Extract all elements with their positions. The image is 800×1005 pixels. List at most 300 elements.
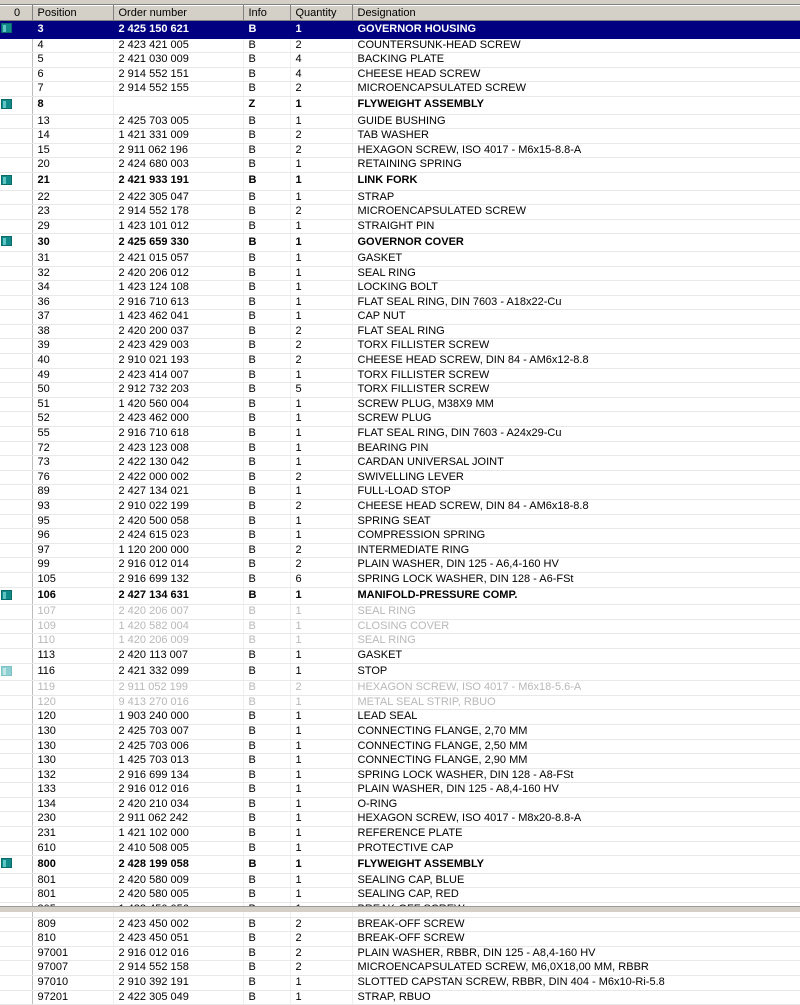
row-marker-cell <box>14 172 32 190</box>
table-row[interactable] <box>0 724 800 739</box>
table-row[interactable] <box>0 234 800 252</box>
cell-order-number: 2 914 552 151 <box>113 67 243 82</box>
cell-position: 130 <box>32 739 113 754</box>
table-body[interactable] <box>0 21 800 1005</box>
table-row[interactable] <box>0 96 800 114</box>
row-icon-cell[interactable] <box>0 514 14 529</box>
row-marker-cell <box>14 695 32 710</box>
cell-quantity: 4 <box>290 53 352 68</box>
cell-quantity: 2 <box>290 558 352 573</box>
cell-info: B <box>243 681 290 696</box>
row-icon-cell[interactable] <box>0 797 14 812</box>
cell-quantity: 2 <box>290 932 352 947</box>
cell-designation: HEXAGON SCREW, ISO 4017 - M6x18-5.6-A <box>352 681 800 696</box>
table-row[interactable] <box>0 932 800 947</box>
row-icon-cell[interactable] <box>0 441 14 456</box>
row-icon-cell[interactable] <box>0 648 14 663</box>
table-row[interactable] <box>0 219 800 234</box>
table-row[interactable] <box>0 383 800 398</box>
cell-position: 72 <box>32 441 113 456</box>
cell-designation: SEALING CAP, BLUE <box>352 873 800 888</box>
row-icon-cell[interactable] <box>0 470 14 485</box>
cell-quantity: 1 <box>290 96 352 114</box>
table-row[interactable] <box>0 114 800 129</box>
cell-designation: O-RING <box>352 797 800 812</box>
cell-info: B <box>243 397 290 412</box>
cell-position: 97007 <box>32 961 113 976</box>
table-row[interactable] <box>0 412 800 427</box>
row-icon-cell[interactable] <box>0 710 14 725</box>
row-marker-cell <box>14 397 32 412</box>
cell-info: B <box>243 587 290 605</box>
row-icon-cell[interactable] <box>0 368 14 383</box>
cell-designation: FLAT SEAL RING <box>352 324 800 339</box>
row-marker-cell <box>14 961 32 976</box>
cell-designation: STOP <box>352 663 800 681</box>
row-icon-cell[interactable] <box>0 412 14 427</box>
table-row[interactable] <box>0 976 800 991</box>
cell-info: B <box>243 961 290 976</box>
cell-info: B <box>243 841 290 856</box>
column-header-position[interactable]: Position <box>32 6 113 21</box>
row-marker-cell <box>14 205 32 220</box>
row-marker-cell <box>14 295 32 310</box>
cell-quantity: 1 <box>290 768 352 783</box>
row-icon-cell[interactable] <box>0 114 14 129</box>
column-header-icon[interactable] <box>0 6 14 21</box>
cell-position: 89 <box>32 485 113 500</box>
assembly-node-icon[interactable] <box>1 666 12 676</box>
cell-info: B <box>243 500 290 515</box>
assembly-node-icon[interactable] <box>1 858 12 868</box>
cell-order-number: 2 911 052 199 <box>113 681 243 696</box>
cell-info: B <box>243 470 290 485</box>
cell-order-number: 2 428 199 058 <box>113 856 243 874</box>
cell-designation: GUIDE BUSHING <box>352 114 800 129</box>
cell-position: 23 <box>32 205 113 220</box>
row-icon-cell[interactable] <box>0 619 14 634</box>
cell-position: 99 <box>32 558 113 573</box>
table-row[interactable] <box>0 368 800 383</box>
cell-order-number: 1 120 200 000 <box>113 543 243 558</box>
row-marker-cell <box>14 587 32 605</box>
row-icon-cell[interactable] <box>0 856 14 874</box>
table-row[interactable] <box>0 946 800 961</box>
cell-position: 93 <box>32 500 113 515</box>
cell-designation: GOVERNOR HOUSING <box>352 21 800 39</box>
cell-info: B <box>243 976 290 991</box>
row-icon-cell[interactable] <box>0 339 14 354</box>
table-row[interactable] <box>0 500 800 515</box>
row-icon-cell[interactable] <box>0 266 14 281</box>
cell-position: 38 <box>32 324 113 339</box>
row-icon-cell[interactable] <box>0 205 14 220</box>
assembly-node-icon[interactable] <box>1 590 12 600</box>
cell-order-number: 2 421 015 057 <box>113 251 243 266</box>
cell-info: B <box>243 990 290 1005</box>
cell-quantity: 2 <box>290 470 352 485</box>
assembly-node-icon[interactable] <box>1 23 12 33</box>
row-icon-cell[interactable] <box>0 251 14 266</box>
row-icon-cell[interactable] <box>0 587 14 605</box>
row-marker-cell <box>14 605 32 620</box>
cell-info: B <box>243 354 290 369</box>
cell-order-number: 2 916 012 014 <box>113 558 243 573</box>
cell-order-number: 2 427 134 021 <box>113 485 243 500</box>
table-row[interactable] <box>0 572 800 587</box>
cell-position: 21 <box>32 172 113 190</box>
cell-position: 14 <box>32 129 113 144</box>
row-marker-cell <box>14 797 32 812</box>
table-row[interactable] <box>0 441 800 456</box>
cell-position: 8 <box>32 96 113 114</box>
cell-designation: CONNECTING FLANGE, 2,70 MM <box>352 724 800 739</box>
table-row[interactable] <box>0 797 800 812</box>
table-row[interactable] <box>0 888 800 903</box>
row-marker-cell <box>14 82 32 97</box>
table-row[interactable] <box>0 873 800 888</box>
cell-position: 55 <box>32 427 113 442</box>
cell-order-number: 2 423 123 008 <box>113 441 243 456</box>
row-marker-cell <box>14 485 32 500</box>
cell-position: 15 <box>32 143 113 158</box>
row-marker-cell <box>14 710 32 725</box>
table-row[interactable] <box>0 251 800 266</box>
cell-designation: CONNECTING FLANGE, 2,50 MM <box>352 739 800 754</box>
row-icon-cell[interactable] <box>0 190 14 205</box>
cell-quantity: 1 <box>290 529 352 544</box>
row-icon-cell[interactable] <box>0 681 14 696</box>
cell-position: 4 <box>32 38 113 53</box>
cell-order-number: 2 916 710 618 <box>113 427 243 442</box>
column-header-order-number[interactable]: Order number <box>113 6 243 21</box>
cell-position: 76 <box>32 470 113 485</box>
table-row[interactable] <box>0 619 800 634</box>
cell-designation: PROTECTIVE CAP <box>352 841 800 856</box>
table-row[interactable] <box>0 739 800 754</box>
cell-position: 97001 <box>32 946 113 961</box>
cell-order-number: 2 424 615 023 <box>113 529 243 544</box>
row-marker-cell <box>14 383 32 398</box>
cell-quantity: 1 <box>290 310 352 325</box>
cell-order-number: 2 916 012 016 <box>113 946 243 961</box>
table-row[interactable] <box>0 158 800 173</box>
table-row[interactable] <box>0 648 800 663</box>
table-row[interactable] <box>0 281 800 296</box>
row-icon-cell[interactable] <box>0 485 14 500</box>
table-row[interactable] <box>0 339 800 354</box>
cell-info: B <box>243 427 290 442</box>
cell-designation: PLAIN WASHER, DIN 125 - A8,4-160 HV <box>352 783 800 798</box>
table-row[interactable] <box>0 205 800 220</box>
cell-designation: FLYWEIGHT ASSEMBLY <box>352 96 800 114</box>
cell-quantity: 2 <box>290 143 352 158</box>
table-row[interactable] <box>0 681 800 696</box>
table-row[interactable] <box>0 961 800 976</box>
table-row[interactable] <box>0 295 800 310</box>
table-row[interactable] <box>0 397 800 412</box>
row-icon-cell[interactable] <box>0 724 14 739</box>
cell-order-number: 2 423 450 051 <box>113 932 243 947</box>
row-icon-cell[interactable] <box>0 295 14 310</box>
row-icon-cell[interactable] <box>0 873 14 888</box>
cell-quantity: 2 <box>290 354 352 369</box>
row-icon-cell[interactable] <box>0 768 14 783</box>
table-row[interactable] <box>0 190 800 205</box>
table-row[interactable] <box>0 768 800 783</box>
cell-position: 29 <box>32 219 113 234</box>
cell-position: 50 <box>32 383 113 398</box>
cell-info: B <box>243 368 290 383</box>
cell-quantity: 1 <box>290 251 352 266</box>
table-row[interactable] <box>0 470 800 485</box>
assembly-node-icon[interactable] <box>1 175 12 185</box>
table-row[interactable] <box>0 856 800 874</box>
cell-quantity: 1 <box>290 158 352 173</box>
row-marker-cell <box>14 339 32 354</box>
table-row[interactable] <box>0 663 800 681</box>
cell-designation: COUNTERSUNK-HEAD SCREW <box>352 38 800 53</box>
table-row[interactable] <box>0 456 800 471</box>
cell-quantity: 1 <box>290 190 352 205</box>
cell-position: 40 <box>32 354 113 369</box>
cell-order-number: 2 422 000 002 <box>113 470 243 485</box>
table-row[interactable] <box>0 129 800 144</box>
row-marker-cell <box>14 529 32 544</box>
cell-quantity: 1 <box>290 281 352 296</box>
row-icon-cell[interactable] <box>0 143 14 158</box>
cell-quantity: 1 <box>290 295 352 310</box>
cell-position: 107 <box>32 605 113 620</box>
cell-designation: MANIFOLD-PRESSURE COMP. <box>352 587 800 605</box>
table-row[interactable] <box>0 67 800 82</box>
cell-info: B <box>243 383 290 398</box>
cell-quantity: 1 <box>290 754 352 769</box>
table-row[interactable] <box>0 783 800 798</box>
assembly-node-icon[interactable] <box>1 236 12 246</box>
cell-order-number: 2 423 421 005 <box>113 38 243 53</box>
table-row[interactable] <box>0 587 800 605</box>
cell-info: B <box>243 695 290 710</box>
row-marker-cell <box>14 827 32 842</box>
cell-designation: SEAL RING <box>352 605 800 620</box>
row-icon-cell[interactable] <box>0 917 14 932</box>
table-row[interactable] <box>0 53 800 68</box>
table-row[interactable] <box>0 38 800 53</box>
cell-position: 32 <box>32 266 113 281</box>
table-row[interactable] <box>0 917 800 932</box>
row-icon-cell[interactable] <box>0 976 14 991</box>
cell-info: B <box>243 53 290 68</box>
row-icon-cell[interactable] <box>0 324 14 339</box>
row-icon-cell[interactable] <box>0 543 14 558</box>
row-icon-cell[interactable] <box>0 783 14 798</box>
cell-info: B <box>243 129 290 144</box>
row-icon-cell[interactable] <box>0 456 14 471</box>
row-icon-cell[interactable] <box>0 354 14 369</box>
table-row[interactable] <box>0 812 800 827</box>
cell-info: B <box>243 558 290 573</box>
table-row[interactable] <box>0 324 800 339</box>
row-icon-cell[interactable] <box>0 529 14 544</box>
row-icon-cell[interactable] <box>0 500 14 515</box>
cell-info: B <box>243 917 290 932</box>
row-icon-cell[interactable] <box>0 383 14 398</box>
cell-info: B <box>243 873 290 888</box>
row-marker-cell <box>14 754 32 769</box>
row-icon-cell[interactable] <box>0 572 14 587</box>
cell-designation: BACKING PLATE <box>352 53 800 68</box>
cell-designation: SWIVELLING LEVER <box>352 470 800 485</box>
row-icon-cell[interactable] <box>0 21 14 39</box>
row-icon-cell[interactable] <box>0 739 14 754</box>
cell-designation: SCREW PLUG, M38X9 MM <box>352 397 800 412</box>
table-row[interactable] <box>0 514 800 529</box>
table-row[interactable] <box>0 634 800 649</box>
table-row[interactable] <box>0 172 800 190</box>
row-icon-cell[interactable] <box>0 946 14 961</box>
cell-info: B <box>243 190 290 205</box>
parts-table[interactable] <box>0 5 800 1005</box>
table-row[interactable] <box>0 485 800 500</box>
cell-info: B <box>243 281 290 296</box>
table-header-row <box>0 6 800 21</box>
row-icon-cell[interactable] <box>0 888 14 903</box>
row-marker-cell <box>14 917 32 932</box>
table-row[interactable] <box>0 310 800 325</box>
row-icon-cell[interactable] <box>0 310 14 325</box>
row-icon-cell[interactable] <box>0 129 14 144</box>
cell-order-number: 2 910 392 191 <box>113 976 243 991</box>
cell-quantity: 2 <box>290 543 352 558</box>
cell-position: 132 <box>32 768 113 783</box>
row-icon-cell[interactable] <box>0 397 14 412</box>
table-row[interactable] <box>0 82 800 97</box>
cell-info: B <box>243 339 290 354</box>
cell-position: 95 <box>32 514 113 529</box>
cell-position: 22 <box>32 190 113 205</box>
row-icon-cell[interactable] <box>0 96 14 114</box>
table-row[interactable] <box>0 990 800 1005</box>
column-header-designation[interactable]: Designation <box>352 6 800 21</box>
row-marker-cell <box>14 427 32 442</box>
cell-order-number: 9 413 270 016 <box>113 695 243 710</box>
row-icon-cell[interactable] <box>0 812 14 827</box>
row-icon-cell[interactable] <box>0 82 14 97</box>
row-icon-cell[interactable] <box>0 990 14 1005</box>
row-icon-cell[interactable] <box>0 67 14 82</box>
column-header-info[interactable]: Info <box>243 6 290 21</box>
row-icon-cell[interactable] <box>0 961 14 976</box>
row-icon-cell[interactable] <box>0 841 14 856</box>
row-marker-cell <box>14 38 32 53</box>
table-row[interactable] <box>0 754 800 769</box>
cell-info: B <box>243 324 290 339</box>
row-icon-cell[interactable] <box>0 558 14 573</box>
cell-quantity: 1 <box>290 695 352 710</box>
cell-designation: BEARING PIN <box>352 441 800 456</box>
row-marker-cell <box>14 114 32 129</box>
table-row[interactable] <box>0 354 800 369</box>
cell-quantity: 1 <box>290 827 352 842</box>
table-row[interactable] <box>0 529 800 544</box>
cell-order-number: 2 421 933 191 <box>113 172 243 190</box>
cell-quantity: 1 <box>290 812 352 827</box>
table-row[interactable] <box>0 605 800 620</box>
cell-info: B <box>243 812 290 827</box>
table-row[interactable] <box>0 427 800 442</box>
row-icon-cell[interactable] <box>0 827 14 842</box>
table-row[interactable] <box>0 143 800 158</box>
row-icon-cell[interactable] <box>0 427 14 442</box>
table-row[interactable] <box>0 543 800 558</box>
cell-order-number: 2 422 305 049 <box>113 990 243 1005</box>
row-marker-cell <box>14 619 32 634</box>
row-marker-cell <box>14 841 32 856</box>
cell-quantity: 2 <box>290 681 352 696</box>
cell-info: B <box>243 739 290 754</box>
row-icon-cell[interactable] <box>0 932 14 947</box>
row-icon-cell[interactable] <box>0 663 14 681</box>
table-row[interactable] <box>0 710 800 725</box>
column-header-marker[interactable]: 0 <box>14 6 32 21</box>
cell-quantity: 1 <box>290 266 352 281</box>
cell-designation: CAP NUT <box>352 310 800 325</box>
column-header-quantity[interactable]: Quantity <box>290 6 352 21</box>
cell-designation: HEXAGON SCREW, ISO 4017 - M8x20-8.8-A <box>352 812 800 827</box>
table-row[interactable] <box>0 558 800 573</box>
row-icon-cell[interactable] <box>0 219 14 234</box>
cell-designation: CHEESE HEAD SCREW, DIN 84 - AM6x12-8.8 <box>352 354 800 369</box>
window-bottom-strip <box>0 906 800 912</box>
row-icon-cell[interactable] <box>0 53 14 68</box>
cell-info: B <box>243 514 290 529</box>
row-icon-cell[interactable] <box>0 695 14 710</box>
cell-quantity: 1 <box>290 397 352 412</box>
row-marker-cell <box>14 190 32 205</box>
table-row[interactable] <box>0 827 800 842</box>
row-icon-cell[interactable] <box>0 38 14 53</box>
cell-position: 20 <box>32 158 113 173</box>
row-marker-cell <box>14 946 32 961</box>
assembly-node-icon[interactable] <box>1 99 12 109</box>
cell-designation: LINK FORK <box>352 172 800 190</box>
cell-order-number: 2 425 150 621 <box>113 21 243 39</box>
row-icon-cell[interactable] <box>0 754 14 769</box>
table-row[interactable] <box>0 695 800 710</box>
cell-order-number: 2 420 210 034 <box>113 797 243 812</box>
row-icon-cell[interactable] <box>0 172 14 190</box>
cell-info: B <box>243 456 290 471</box>
row-icon-cell[interactable] <box>0 634 14 649</box>
cell-designation: STRAIGHT PIN <box>352 219 800 234</box>
cell-designation: TAB WASHER <box>352 129 800 144</box>
cell-order-number: 2 424 680 003 <box>113 158 243 173</box>
row-icon-cell[interactable] <box>0 605 14 620</box>
table-row[interactable] <box>0 266 800 281</box>
cell-quantity: 1 <box>290 724 352 739</box>
table-row[interactable] <box>0 841 800 856</box>
cell-position: 51 <box>32 397 113 412</box>
row-icon-cell[interactable] <box>0 281 14 296</box>
cell-position: 120 <box>32 710 113 725</box>
cell-order-number: 2 423 462 000 <box>113 412 243 427</box>
row-icon-cell[interactable] <box>0 158 14 173</box>
table-row[interactable] <box>0 21 800 39</box>
cell-info: B <box>243 543 290 558</box>
cell-order-number: 1 420 206 009 <box>113 634 243 649</box>
row-icon-cell[interactable] <box>0 234 14 252</box>
